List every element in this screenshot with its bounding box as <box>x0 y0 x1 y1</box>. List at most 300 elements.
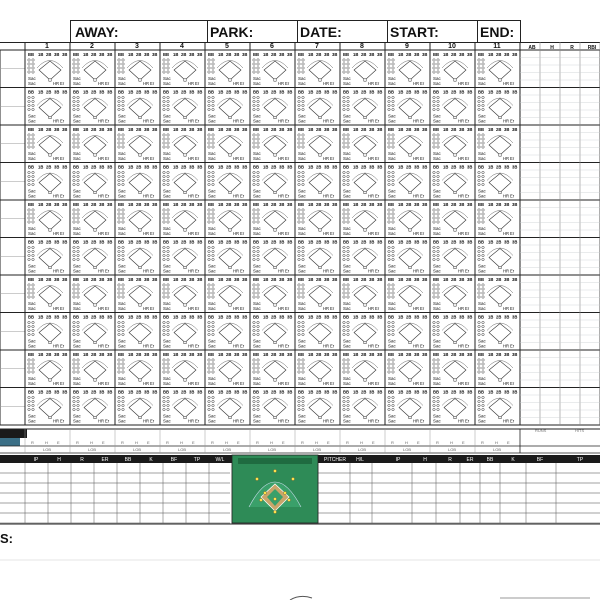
diamond-icon <box>444 99 466 118</box>
ball-dot <box>257 59 259 61</box>
sac-label: Sac <box>433 306 441 311</box>
scoring-cell[interactable] <box>73 315 113 349</box>
scoring-cell[interactable] <box>298 52 338 86</box>
scoring-cell[interactable] <box>253 165 293 199</box>
ball-dot <box>163 284 165 286</box>
base-label: 2B <box>136 89 142 95</box>
ball-dot <box>298 246 300 248</box>
ball-dot <box>298 209 300 211</box>
ball-dot <box>437 104 439 106</box>
ball-dot <box>163 175 165 177</box>
ball-dot <box>208 363 210 365</box>
scoring-cell[interactable] <box>478 202 518 236</box>
base-label: 2B <box>91 239 97 245</box>
ball-dot <box>257 408 259 410</box>
home-plate <box>499 379 501 381</box>
base-label: BB <box>208 202 215 207</box>
base-label: 1B <box>38 314 44 320</box>
ball-dot <box>388 258 390 260</box>
outfield-arc <box>442 248 468 256</box>
scoring-cell[interactable] <box>298 202 338 236</box>
scoring-cell[interactable] <box>433 202 473 236</box>
ball-dot <box>208 246 210 248</box>
base-label: BB <box>163 52 170 57</box>
base-label: 3B <box>54 202 60 207</box>
scoring-cell[interactable] <box>73 165 113 199</box>
home-plate <box>94 266 96 268</box>
ball-dot <box>302 254 304 256</box>
ball-dot <box>212 134 214 136</box>
base-label: 3B <box>467 89 473 95</box>
ball-dot <box>212 213 214 215</box>
hr-label: HR <box>503 118 510 124</box>
hr-label: HR <box>278 193 285 199</box>
diamond-icon <box>354 286 376 305</box>
ball-dot <box>388 171 390 173</box>
scoring-cell[interactable] <box>208 390 248 424</box>
ball-dot <box>73 333 75 335</box>
pitcher-header-right: TP <box>576 457 584 463</box>
diamond-icon <box>399 249 421 268</box>
scoring-cell[interactable] <box>118 90 158 124</box>
base-label: 2B <box>136 202 142 207</box>
base-label: 3B <box>107 127 113 132</box>
base-label: 1B <box>488 89 494 95</box>
home-plate <box>409 416 411 418</box>
ball-dot <box>257 292 259 294</box>
scoring-cell[interactable] <box>388 165 428 199</box>
base-label: 1B <box>263 389 269 395</box>
scoring-cell[interactable] <box>28 127 68 161</box>
scoring-cell[interactable] <box>388 90 428 124</box>
scoring-cell[interactable] <box>73 352 113 386</box>
ball-dot <box>118 108 120 110</box>
base-label: 2B <box>136 277 142 282</box>
outfield-arc <box>262 323 288 331</box>
scoring-cell[interactable] <box>433 90 473 124</box>
scoring-cell[interactable] <box>388 52 428 86</box>
scoring-cell[interactable] <box>478 52 518 86</box>
diamond-icon <box>39 211 61 230</box>
er-label: Er <box>240 118 245 124</box>
scoring-cell[interactable] <box>208 352 248 386</box>
scoring-cell[interactable] <box>343 277 383 311</box>
scoring-cell[interactable] <box>163 277 203 311</box>
sac-label: Sac <box>163 268 171 274</box>
sac-label: Sac <box>163 263 171 269</box>
base-label: 3B <box>377 52 383 57</box>
base-label: 1B <box>308 127 314 132</box>
base-label: 3B <box>332 239 338 245</box>
scoring-cell[interactable] <box>478 277 518 311</box>
scoring-cell[interactable] <box>388 390 428 424</box>
diamond-icon <box>444 211 466 230</box>
hr-label: HR <box>503 381 510 386</box>
sac-label: Sac <box>478 376 486 381</box>
outfield-arc <box>352 98 378 106</box>
outfield-arc <box>307 61 333 69</box>
ball-dot <box>437 258 439 260</box>
ball-dot <box>437 221 439 223</box>
scoring-cell[interactable] <box>118 52 158 86</box>
scoring-cell[interactable] <box>388 315 428 349</box>
ball-dot <box>167 209 169 211</box>
base-label: 3B <box>369 314 375 320</box>
base-label: 3B <box>422 389 428 395</box>
ball-dot <box>253 104 255 106</box>
summary-h-label: H <box>495 440 498 445</box>
scoring-cell[interactable] <box>73 90 113 124</box>
scoring-cell[interactable] <box>433 390 473 424</box>
ball-dot <box>482 325 484 327</box>
ball-dot <box>28 408 30 410</box>
base-label: 3B <box>62 239 68 245</box>
base-label: BB <box>433 389 440 395</box>
scoring-cell[interactable] <box>433 240 473 274</box>
outfield-arc <box>262 173 288 181</box>
er-label: Er <box>195 343 200 349</box>
diamond-icon <box>399 211 421 230</box>
scoring-cell[interactable] <box>388 202 428 236</box>
outfield-arc <box>397 286 423 294</box>
ball-dot <box>77 71 79 73</box>
diamond-icon <box>264 249 286 268</box>
hr-label: HR <box>413 268 420 274</box>
base-label: 3B <box>414 389 420 395</box>
ball-dot <box>343 134 345 136</box>
er-label: Er <box>195 231 200 236</box>
scoring-cell[interactable] <box>343 165 383 199</box>
scoring-cell[interactable] <box>73 127 113 161</box>
scoring-cell[interactable] <box>73 390 113 424</box>
scoring-cell[interactable] <box>433 315 473 349</box>
ball-dot <box>208 284 210 286</box>
base-label: 3B <box>189 352 195 357</box>
er-label: Er <box>420 231 425 236</box>
ball-dot <box>122 400 124 402</box>
diamond-icon <box>399 136 421 155</box>
scoring-cell[interactable] <box>253 315 293 349</box>
base-label: 2B <box>316 52 322 57</box>
sac-label: Sac <box>253 81 261 86</box>
ball-dot <box>433 67 435 69</box>
ball-dot <box>437 396 439 398</box>
base-label: 1B <box>308 89 314 95</box>
scoring-cell[interactable] <box>163 165 203 199</box>
base-label: 3B <box>459 389 465 395</box>
er-label: Er <box>330 268 335 274</box>
sac-label: Sac <box>298 413 306 419</box>
ball-dot <box>212 288 214 290</box>
scoring-cell[interactable] <box>388 352 428 386</box>
scoring-cell[interactable] <box>298 315 338 349</box>
scoring-cell[interactable] <box>73 52 113 86</box>
outfield-arc <box>37 248 63 256</box>
scoring-cell[interactable] <box>388 240 428 274</box>
scoring-cell[interactable] <box>118 277 158 311</box>
ball-dot <box>433 288 435 290</box>
outfield-arc <box>442 136 468 144</box>
scoring-cell[interactable] <box>28 277 68 311</box>
scoring-cell[interactable] <box>433 165 473 199</box>
scoring-cell[interactable] <box>118 165 158 199</box>
scoring-cell[interactable] <box>28 165 68 199</box>
scoring-cell[interactable] <box>163 127 203 161</box>
base-label: 3B <box>324 52 330 57</box>
scoring-cell[interactable] <box>208 127 248 161</box>
er-label: Er <box>375 81 380 86</box>
base-label: 3B <box>467 352 473 357</box>
scoring-cell[interactable] <box>253 202 293 236</box>
base-label: 1B <box>128 164 134 170</box>
sac-label: Sac <box>28 118 36 124</box>
base-label: 1B <box>443 127 449 132</box>
scoring-cell[interactable] <box>73 202 113 236</box>
scoring-cell[interactable] <box>298 165 338 199</box>
scoring-cell[interactable] <box>73 277 113 311</box>
ball-dot <box>28 296 30 298</box>
scoring-cell[interactable] <box>163 52 203 86</box>
ball-dot <box>167 371 169 373</box>
home-plate <box>499 416 501 418</box>
outfield-arc <box>442 98 468 106</box>
ball-dot <box>298 258 300 260</box>
scoring-cell[interactable] <box>343 240 383 274</box>
hr-label: HR <box>368 81 375 86</box>
ball-dot <box>28 146 30 148</box>
home-plate <box>409 379 411 381</box>
scoring-cell[interactable] <box>433 277 473 311</box>
scoring-cell[interactable] <box>298 240 338 274</box>
base-label: BB <box>28 89 35 95</box>
home-plate <box>274 304 276 306</box>
ball-dot <box>302 329 304 331</box>
base-label: 3B <box>99 52 105 57</box>
base-label: 1B <box>173 52 179 57</box>
diamond-icon <box>129 286 151 305</box>
scoring-cell[interactable] <box>298 90 338 124</box>
scoring-cell[interactable] <box>208 90 248 124</box>
scoring-cell[interactable] <box>28 202 68 236</box>
ball-dot <box>302 363 304 365</box>
scoring-cell[interactable] <box>343 90 383 124</box>
scoring-cell[interactable] <box>478 352 518 386</box>
scoring-cell[interactable] <box>28 352 68 386</box>
ball-dot <box>32 284 34 286</box>
scoring-cell[interactable] <box>118 315 158 349</box>
ball-dot <box>73 371 75 373</box>
base-label: 1B <box>443 202 449 207</box>
scoring-cell[interactable] <box>298 277 338 311</box>
base-label: 2B <box>91 52 97 57</box>
base-label: BB <box>253 202 260 207</box>
ball-dot <box>392 104 394 106</box>
base-label: BB <box>433 277 440 282</box>
scoring-cell[interactable] <box>208 315 248 349</box>
scoring-cell[interactable] <box>253 352 293 386</box>
scoring-cell[interactable] <box>343 390 383 424</box>
diamond-icon <box>444 399 466 418</box>
base-label: 2B <box>46 164 52 170</box>
scoring-cell[interactable] <box>433 127 473 161</box>
scoring-cell[interactable] <box>118 390 158 424</box>
scoring-cell[interactable] <box>343 127 383 161</box>
outfield-arc <box>442 211 468 219</box>
home-plate <box>229 229 231 231</box>
ball-dot <box>208 333 210 335</box>
scoring-cell[interactable] <box>253 390 293 424</box>
ball-dot <box>257 359 259 361</box>
scoring-cell[interactable] <box>343 52 383 86</box>
scoring-cell[interactable] <box>433 352 473 386</box>
scoring-cell[interactable] <box>28 52 68 86</box>
ball-dot <box>298 221 300 223</box>
scoring-cell[interactable] <box>118 202 158 236</box>
scoring-cell[interactable] <box>478 127 518 161</box>
scoring-cell[interactable] <box>208 52 248 86</box>
base-label: 2B <box>451 352 457 357</box>
ball-dot <box>163 363 165 365</box>
outfield-arc <box>37 361 63 369</box>
scoring-cell[interactable] <box>298 352 338 386</box>
diamond-icon <box>219 286 241 305</box>
ball-dot <box>253 325 255 327</box>
diamond-icon <box>84 136 106 155</box>
base-label: 3B <box>197 239 203 245</box>
scoring-cell[interactable] <box>253 90 293 124</box>
ball-dot <box>122 408 124 410</box>
base-label: BB <box>433 202 440 207</box>
scoring-cell[interactable] <box>208 277 248 311</box>
scoring-cell[interactable] <box>28 390 68 424</box>
ball-dot <box>28 213 30 215</box>
diamond-icon <box>219 211 241 230</box>
base-label: BB <box>118 164 125 170</box>
scoring-cell[interactable] <box>388 277 428 311</box>
scoring-cell[interactable] <box>253 240 293 274</box>
ball-dot <box>32 71 34 73</box>
sac-label: Sac <box>118 231 126 236</box>
ball-dot <box>167 321 169 323</box>
scoring-cell[interactable] <box>118 352 158 386</box>
ball-dot <box>77 179 79 181</box>
base-label: 3B <box>62 89 68 95</box>
ball-dot <box>212 363 214 365</box>
scoring-cell[interactable] <box>253 52 293 86</box>
sac-label: Sac <box>478 301 486 306</box>
base-label: 1B <box>83 239 89 245</box>
ball-dot <box>32 371 34 373</box>
ball-dot <box>388 367 390 369</box>
ball-dot <box>392 146 394 148</box>
scoring-cell[interactable] <box>208 240 248 274</box>
scoring-cell[interactable] <box>118 240 158 274</box>
ball-dot <box>163 221 165 223</box>
pitcher-header-left: ER <box>101 457 109 463</box>
ball-dot <box>77 367 79 369</box>
scoring-cell[interactable] <box>163 390 203 424</box>
ball-dot <box>343 400 345 402</box>
sac-label: Sac <box>208 301 216 306</box>
ball-dot <box>208 179 210 181</box>
scoring-cell[interactable] <box>118 127 158 161</box>
scoring-cell[interactable] <box>343 202 383 236</box>
er-label: Er <box>105 306 110 311</box>
scoring-cell[interactable] <box>478 390 518 424</box>
scoring-cell[interactable] <box>163 315 203 349</box>
home-plate <box>94 379 96 381</box>
sac-label: Sac <box>343 188 351 194</box>
scoring-cell[interactable] <box>253 277 293 311</box>
sac-label: Sac <box>163 151 171 156</box>
base-label: 2B <box>496 89 502 95</box>
diamond-icon <box>444 61 466 80</box>
sac-label: Sac <box>253 301 261 306</box>
outfield-arc <box>127 248 153 256</box>
scoring-cell[interactable] <box>298 390 338 424</box>
ball-dot <box>478 288 480 290</box>
scoring-cell[interactable] <box>73 240 113 274</box>
er-label: Er <box>375 156 380 161</box>
scoring-cell[interactable] <box>163 90 203 124</box>
base-label: BB <box>73 352 80 357</box>
scoring-cell[interactable] <box>298 127 338 161</box>
base-label: 2B <box>271 314 277 320</box>
scoring-cell[interactable] <box>208 165 248 199</box>
ball-dot <box>32 100 34 102</box>
scoring-cell[interactable] <box>478 90 518 124</box>
base-label: 3B <box>279 52 285 57</box>
base-label: 3B <box>152 314 158 320</box>
ball-dot <box>478 367 480 369</box>
base-label: BB <box>208 127 215 132</box>
scoring-cell[interactable] <box>253 127 293 161</box>
base-label: 2B <box>451 164 457 170</box>
ball-dot <box>433 325 435 327</box>
scoring-cell[interactable] <box>388 127 428 161</box>
scoring-cell[interactable] <box>163 352 203 386</box>
sac-label: Sac <box>433 188 441 194</box>
scoring-cell[interactable] <box>208 202 248 236</box>
ball-dot <box>167 367 169 369</box>
scoring-cell[interactable] <box>28 315 68 349</box>
diamond-icon <box>354 249 376 268</box>
scoring-cell[interactable] <box>478 315 518 349</box>
scoring-cell[interactable] <box>28 90 68 124</box>
base-label: 3B <box>279 164 285 170</box>
scoring-cell[interactable] <box>343 352 383 386</box>
base-label: BB <box>478 89 485 95</box>
ball-dot <box>298 108 300 110</box>
ball-dot <box>343 329 345 331</box>
base-label: 2B <box>46 314 52 320</box>
ball-dot <box>437 404 439 406</box>
base-label: 2B <box>361 277 367 282</box>
base-label: BB <box>28 52 35 57</box>
diamond-icon <box>129 399 151 418</box>
scoring-cell[interactable] <box>343 315 383 349</box>
scoring-cell[interactable] <box>478 165 518 199</box>
scoring-cell[interactable] <box>478 240 518 274</box>
ball-dot <box>28 138 30 140</box>
outfield-arc <box>217 248 243 256</box>
scoring-cell[interactable] <box>433 52 473 86</box>
scoring-cell[interactable] <box>163 240 203 274</box>
ball-dot <box>433 217 435 219</box>
ball-dot <box>298 363 300 365</box>
scoring-cell[interactable] <box>163 202 203 236</box>
scoring-cell[interactable] <box>28 240 68 274</box>
